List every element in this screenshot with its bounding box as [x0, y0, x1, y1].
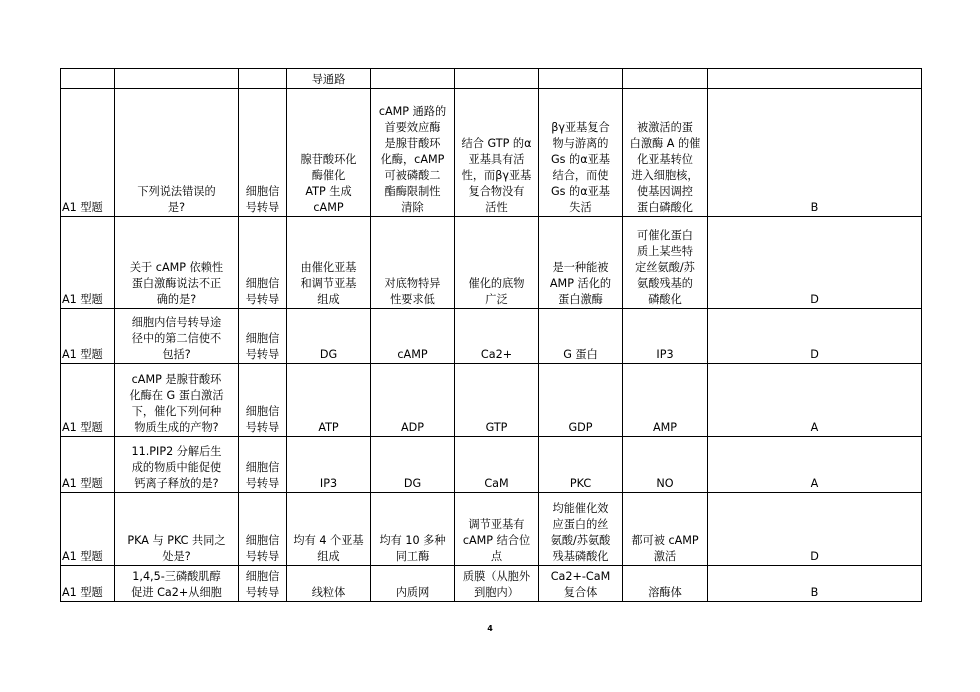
question-type-cell: A1 型题 — [61, 89, 115, 217]
option-b-cell — [371, 69, 455, 89]
option-c-cell: Ca2+ — [455, 309, 539, 364]
answer-cell: D — [708, 217, 922, 309]
table-row — [61, 217, 922, 309]
option-a-cell: DG — [287, 309, 371, 364]
option-e-cell: 被激活的蛋 白激酶 A 的催 化亚基转位 进入细胞核， 使基因调控 蛋白磷酸化 — [623, 89, 708, 217]
category-cell: 细胞信 号转导 — [239, 493, 287, 566]
question-type-cell — [61, 69, 115, 89]
category-cell: 细胞信 号转导 — [239, 437, 287, 493]
option-d-cell: βγ亚基复合 物与游离的 Gs 的α亚基 结合，而使 Gs 的α亚基 失活 — [539, 89, 623, 217]
question-text-cell: cAMP 是腺苷酸环 化酶在 G 蛋白激活 下，催化下列何种 物质生成的产物? — [115, 364, 239, 437]
option-a-cell: 线粒体 — [287, 566, 371, 602]
question-text-cell — [115, 69, 239, 89]
answer-cell: A — [708, 437, 922, 493]
option-c-cell — [455, 69, 539, 89]
option-c-cell: 质膜（从胞外 到胞内） — [455, 566, 539, 602]
option-d-cell: Ca2+-CaM 复合体 — [539, 566, 623, 602]
option-d-cell: 均能催化效 应蛋白的丝 氨酸/苏氨酸 残基磷酸化 — [539, 493, 623, 566]
option-c-cell: 结合 GTP 的α 亚基具有活 性，而βγ亚基 复合物没有 活性 — [455, 89, 539, 217]
option-e-cell: 可催化蛋白 质上某些特 定丝氨酸/苏 氨酸残基的 磷酸化 — [623, 217, 708, 309]
question-type-cell: A1 型题 — [61, 493, 115, 566]
category-cell: 细胞信 号转导 — [239, 309, 287, 364]
option-e-cell — [623, 69, 708, 89]
option-a-cell: 腺苷酸环化 酶催化 ATP 生成 cAMP — [287, 89, 371, 217]
table-row — [61, 69, 922, 89]
option-b-cell: ADP — [371, 364, 455, 437]
option-c-cell: 调节亚基有 cAMP 结合位 点 — [455, 493, 539, 566]
question-table — [60, 68, 922, 602]
option-b-cell: cAMP — [371, 309, 455, 364]
option-d-cell: G 蛋白 — [539, 309, 623, 364]
option-a-cell: 由催化亚基 和调节亚基 组成 — [287, 217, 371, 309]
option-c-cell: 催化的底物 广泛 — [455, 217, 539, 309]
option-b-cell: 均有 10 多种 同工酶 — [371, 493, 455, 566]
question-type-cell: A1 型题 — [61, 309, 115, 364]
category-cell: 细胞信 号转导 — [239, 364, 287, 437]
question-text-cell: 11.PIP2 分解后生 成的物质中能促使 钙离子释放的是? — [115, 437, 239, 493]
category-cell: 细胞信 号转导 — [239, 217, 287, 309]
table-row — [61, 566, 922, 602]
category-cell — [239, 69, 287, 89]
question-type-cell: A1 型题 — [61, 217, 115, 309]
question-text-cell: 下列说法错误的 是? — [115, 89, 239, 217]
category-cell: 细胞信 号转导 — [239, 89, 287, 217]
option-a-cell: ATP — [287, 364, 371, 437]
question-text-cell: 关于 cAMP 依赖性 蛋白激酶说法不正 确的是? — [115, 217, 239, 309]
option-d-cell — [539, 69, 623, 89]
option-c-cell: GTP — [455, 364, 539, 437]
question-text-cell: 1,4,5-三磷酸肌醇 促进 Ca2+从细胞 — [115, 566, 239, 602]
answer-cell: B — [708, 89, 922, 217]
answer-cell: D — [708, 493, 922, 566]
table-row — [61, 89, 922, 217]
option-e-cell: 都可被 cAMP 激活 — [623, 493, 708, 566]
option-e-cell: NO — [623, 437, 708, 493]
option-e-cell: 溶酶体 — [623, 566, 708, 602]
answer-cell — [708, 69, 922, 89]
option-b-cell: cAMP 通路的 首要效应酶 是腺苷酸环 化酶，cAMP 可被磷酸二 酯酶限制性 清除 — [371, 89, 455, 217]
option-a-cell: 均有 4 个亚基 组成 — [287, 493, 371, 566]
option-d-cell: 是一种能被 AMP 活化的 蛋白激酶 — [539, 217, 623, 309]
option-d-cell: GDP — [539, 364, 623, 437]
option-b-cell: DG — [371, 437, 455, 493]
table-row — [61, 364, 922, 437]
option-a-cell: IP3 — [287, 437, 371, 493]
answer-cell: B — [708, 566, 922, 602]
question-text-cell: 细胞内信号转导途 径中的第二信使不 包括? — [115, 309, 239, 364]
option-e-cell: IP3 — [623, 309, 708, 364]
answer-cell: D — [708, 309, 922, 364]
page-number: 4 — [487, 624, 493, 633]
option-d-cell: PKC — [539, 437, 623, 493]
option-e-cell: AMP — [623, 364, 708, 437]
question-type-cell: A1 型题 — [61, 364, 115, 437]
question-type-cell: A1 型题 — [61, 566, 115, 602]
question-text-cell: PKA 与 PKC 共同之 处是? — [115, 493, 239, 566]
answer-cell: A — [708, 364, 922, 437]
table-row — [61, 309, 922, 364]
table-row — [61, 437, 922, 493]
option-b-cell: 对底物特异 性要求低 — [371, 217, 455, 309]
option-c-cell: CaM — [455, 437, 539, 493]
question-type-cell: A1 型题 — [61, 437, 115, 493]
table-body — [61, 69, 922, 602]
table-row — [61, 493, 922, 566]
option-b-cell: 内质网 — [371, 566, 455, 602]
category-cell: 细胞信 号转导 — [239, 566, 287, 602]
option-a-cell: 导通路 — [287, 69, 371, 89]
